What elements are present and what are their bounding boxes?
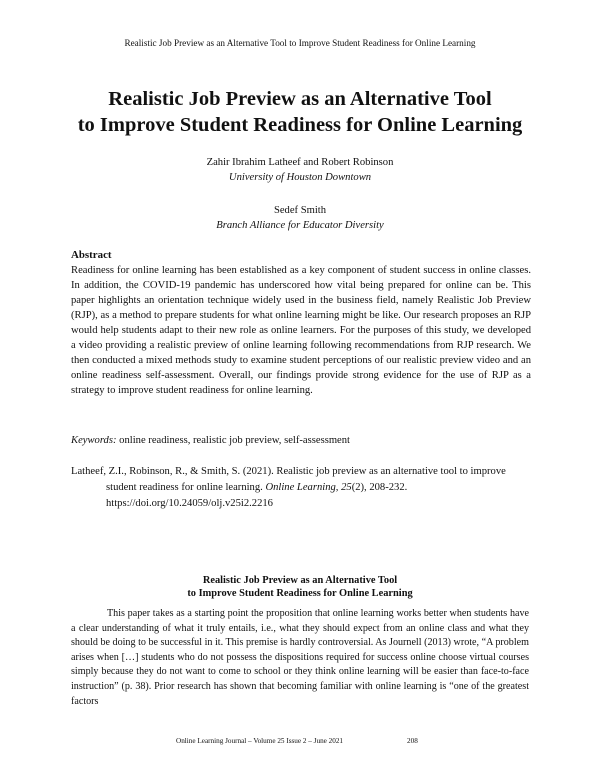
- author-block-2: [0, 203, 600, 233]
- author-names: Zahir Ibrahim Latheef and Robert Robinson: [206, 157, 394, 168]
- abstract-text: Readiness for online learning has been established as a key component of student success in online classes. In addition, the COVID-19 pandemic has underscored how vital being prepared for online can be. This paper highlights an orientation technique widely used in the business field, namely Realistic Job Preview (RJP), as a method to prepare students for what online learning might be like. Our research proposes an RJP would help students adapt to their new role as online learners. For the purposes of this study, we developed a video providing a realistic preview of online learning following recommendations from RJP research. We then conducted a mixed methods study to examine student perceptions of our realistic preview video and an online readiness self-assessment. Overall, our findings provide strong evidence for the use of RJP as a strategy to improve student readiness for online learning.: [71, 265, 531, 396]
- section-title-line-2: to Improve Student Readiness for Online Learning: [187, 588, 413, 599]
- paper-title-line-1: Realistic Job Preview as an Alternative Tool: [108, 88, 492, 110]
- citation: [71, 464, 531, 512]
- section-title: [0, 574, 600, 600]
- author-affiliation: Branch Alliance for Educator Diversity: [216, 220, 384, 231]
- section-title-line-1: Realistic Job Preview as an Alternative Tool: [202, 575, 398, 586]
- citation-part-2: (2), 208-232. https://doi.org/10.24059/olj.v25i2.2216: [106, 482, 408, 509]
- author-affiliation: University of Houston Downtown: [228, 172, 372, 183]
- keywords-label: Keywords:: [71, 435, 117, 446]
- abstract-heading: Abstract: [71, 249, 112, 261]
- footer-journal: Online Learning Journal – Volume 25 Issue 2 – June 2021: [176, 737, 344, 745]
- paper-title: [40, 86, 560, 138]
- author-block-1: [0, 155, 600, 185]
- page-number: 208: [407, 737, 418, 745]
- citation-part-1: Latheef, Z.I., Robinson, R., & Smith, S. (2021). Realistic job preview as an alternative tool to improve student readiness for online learning.: [71, 466, 506, 493]
- intro-paragraph: This paper takes as a starting point the proposition that online learning works better when students have a clear understanding of what it truly entails, i.e., what they should expect from an online class and what they should be doing to be successful in it. This premise is hardly controversial. As Journell (2013) wrote, “A problem arises when […] students who do not possess the dispositions required for success online choose virtual courses simply because they do not want to come to school or they think online learning will be easier than face-to-face instruction” (p. 38). Prior research has shown that becoming familiar with online learning is “one of the greatest factors: [71, 608, 529, 707]
- keywords: [71, 435, 350, 446]
- author-names: Sedef Smith: [273, 205, 327, 216]
- running-header: Realistic Job Preview as an Alternative Tool to Improve Student Readiness for Online Learning: [124, 38, 476, 48]
- citation-journal: Online Learning, 25: [265, 482, 352, 493]
- keywords-text: online readiness, realistic job preview, self-assessment: [116, 435, 350, 446]
- paper-title-line-2: to Improve Student Readiness for Online Learning: [77, 114, 523, 136]
